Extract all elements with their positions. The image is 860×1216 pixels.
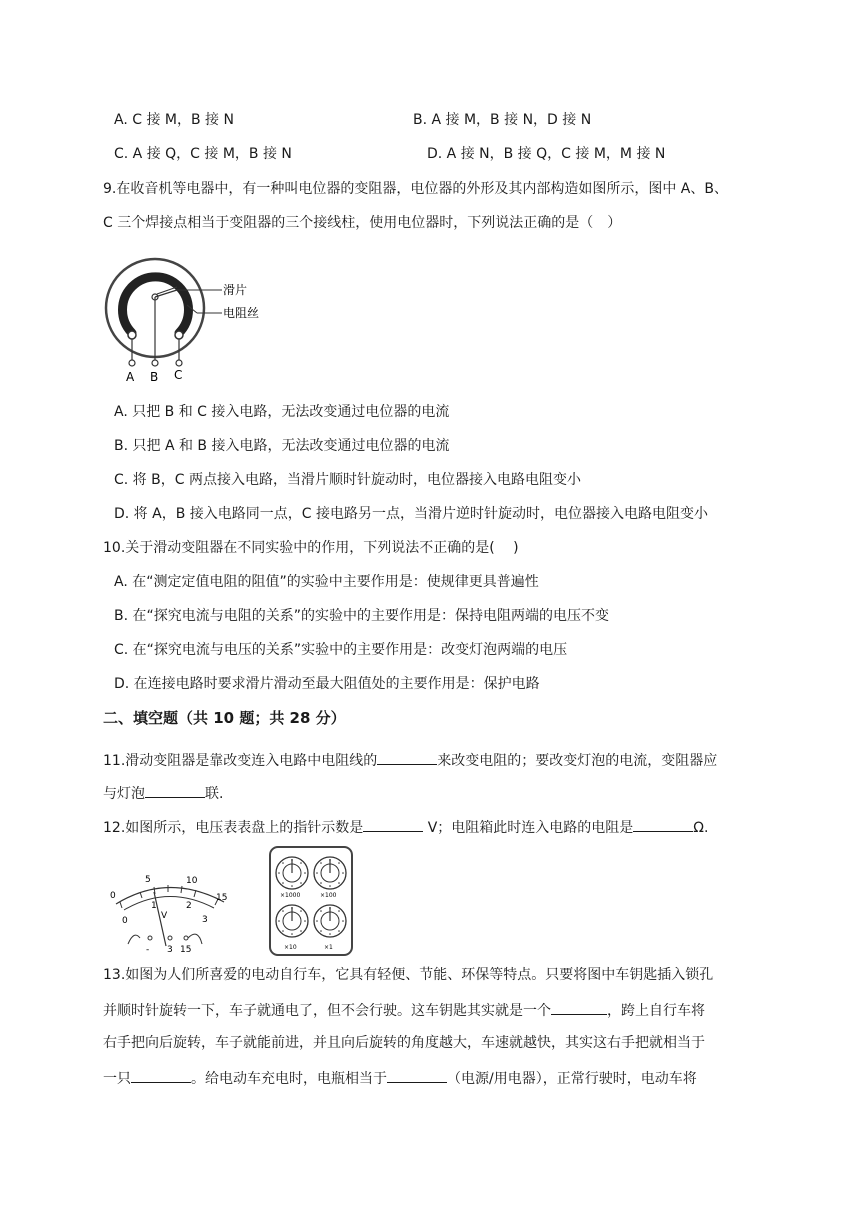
q8-option-d: D. A 接 N，B 接 Q，C 接 M，M 接 N xyxy=(427,146,666,162)
q12-stem xyxy=(103,817,708,837)
answer-blank[interactable] xyxy=(551,1000,607,1015)
unit-label: V xyxy=(161,911,168,921)
q10-option-c: C. 在“探究电流与电压的关系”实验中的主要作用是：改变灯泡两端的电压 xyxy=(114,642,568,658)
q13-line3: 右手把向后旋转，车子就能前进，并且向后旋转的角度越大，车速就越快，其实这右手把就相当于 xyxy=(103,1035,705,1051)
scale-upper-15: 15 xyxy=(216,893,228,903)
q11-text-c: 与灯泡 xyxy=(103,786,145,802)
q11-line1 xyxy=(103,750,717,770)
q8-option-c: C. A 接 Q，C 接 M，B 接 N xyxy=(114,146,292,162)
multiplier-1: ×1 xyxy=(324,944,333,951)
q13-line2 xyxy=(103,1000,705,1020)
q9-option-d: D. 将 A，B 接入电路同一点，C 接电路另一点，当滑片逆时针旋动时，电位器接入电路电阻变小 xyxy=(114,506,708,522)
q11-text-d: 联. xyxy=(205,786,224,802)
answer-blank[interactable] xyxy=(633,817,693,832)
q11-line2 xyxy=(103,783,223,803)
q13-text-d: 。给电动车充电时，电瓶相当于 xyxy=(191,1071,387,1087)
terminal-3: 3 xyxy=(167,945,173,955)
terminal-15: 15 xyxy=(180,945,192,955)
terminal-a-label: A xyxy=(126,370,135,384)
q9-option-b: B. 只把 A 和 B 接入电路，无法改变通过电位器的电流 xyxy=(114,438,450,454)
potentiometer-figure xyxy=(102,250,282,385)
dial-icon xyxy=(276,857,308,889)
q10-option-a: A. 在“测定定值电阻的阻值”的实验中主要作用是：使规律更具普遍性 xyxy=(114,574,539,590)
q13-text-e: （电源/用电器），正常行驶时，电动车将 xyxy=(447,1071,697,1087)
multiplier-1000: ×1000 xyxy=(280,892,301,899)
q10-option-b: B. 在“探究电流与电阻的关系”的实验中的主要作用是：保持电阻两端的电压不变 xyxy=(114,608,610,624)
multiplier-100: ×100 xyxy=(320,892,337,899)
scale-lower-1: 1 xyxy=(151,901,157,911)
answer-blank[interactable] xyxy=(131,1068,191,1083)
scale-lower-3: 3 xyxy=(202,915,208,925)
q13-text-b: ，跨上自行车将 xyxy=(607,1003,705,1019)
q8-option-a: A. C 接 M，B 接 N xyxy=(114,112,234,128)
multiplier-10: ×10 xyxy=(284,944,297,951)
q10-option-d: D. 在连接电路时要求滑片滑动至最大阻值处的主要作用是：保护电路 xyxy=(114,676,540,692)
terminal-neg: - xyxy=(146,945,150,955)
q11-text-a: 11.滑动变阻器是靠改变连入电路中电阻线的 xyxy=(103,753,378,769)
q12-text-b: V；电阻箱此时连入电路的电阻是 xyxy=(423,820,634,836)
q12-text-a: 12.如图所示，电压表表盘上的指针示数是 xyxy=(103,820,364,836)
slider-label: 滑片 xyxy=(223,283,248,297)
dial-icon xyxy=(276,905,308,937)
answer-blank[interactable] xyxy=(363,817,423,832)
q11-text-b: 来改变电阻的；要改变灯泡的电流，变阻器应 xyxy=(437,753,718,769)
resistance-wire-label: 电阻丝 xyxy=(223,306,260,320)
answer-blank[interactable] xyxy=(387,1068,447,1083)
q9-stem-line1: 9.在收音机等电器中，有一种叫电位器的变阻器，电位器的外形及其内部构造如图所示，图中 A、B、 xyxy=(103,181,728,197)
section-heading: 二、填空题（共 10 题；共 28 分） xyxy=(103,709,346,727)
scale-upper-5: 5 xyxy=(145,875,151,885)
q13-text-a: 并顺时针旋转一下，车子就通电了，但不会行驶。这车钥匙其实就是一个 xyxy=(103,1003,551,1019)
q8-option-b: B. A 接 M，B 接 N，D 接 N xyxy=(413,112,592,128)
dial-icon xyxy=(314,857,346,889)
q9-option-a: A. 只把 B 和 C 接入电路，无法改变通过电位器的电流 xyxy=(114,404,450,420)
q13-text-c: 一只 xyxy=(103,1071,131,1087)
answer-blank[interactable] xyxy=(145,783,205,798)
scale-upper-10: 10 xyxy=(186,876,198,886)
q10-stem: 10.关于滑动变阻器在不同实验中的作用，下列说法不正确的是( ) xyxy=(103,540,519,556)
q9-option-c: C. 将 B，C 两点接入电路，当滑片顺时针旋动时，电位器接入电路电阻变小 xyxy=(114,472,581,488)
q13-line4 xyxy=(103,1068,697,1088)
scale-upper-0: 0 xyxy=(110,891,116,901)
scale-lower-2: 2 xyxy=(186,901,192,911)
voltmeter-figure xyxy=(106,868,236,956)
terminal-c-label: C xyxy=(174,368,183,382)
q12-text-c: Ω. xyxy=(693,820,709,836)
terminal-b-label: B xyxy=(150,370,159,384)
scale-lower-0: 0 xyxy=(122,916,128,926)
answer-blank[interactable] xyxy=(377,750,437,765)
q9-stem-line2: C 三个焊接点相当于变阻器的三个接线柱，使用电位器时，下列说法正确的是（ ） xyxy=(103,215,622,231)
resistance-box-figure xyxy=(268,845,354,957)
dial-icon xyxy=(314,905,346,937)
q13-line1: 13.如图为人们所喜爱的电动自行车，它具有轻便、节能、环保等特点。只要将图中车钥匙插入锁孔 xyxy=(103,967,714,983)
